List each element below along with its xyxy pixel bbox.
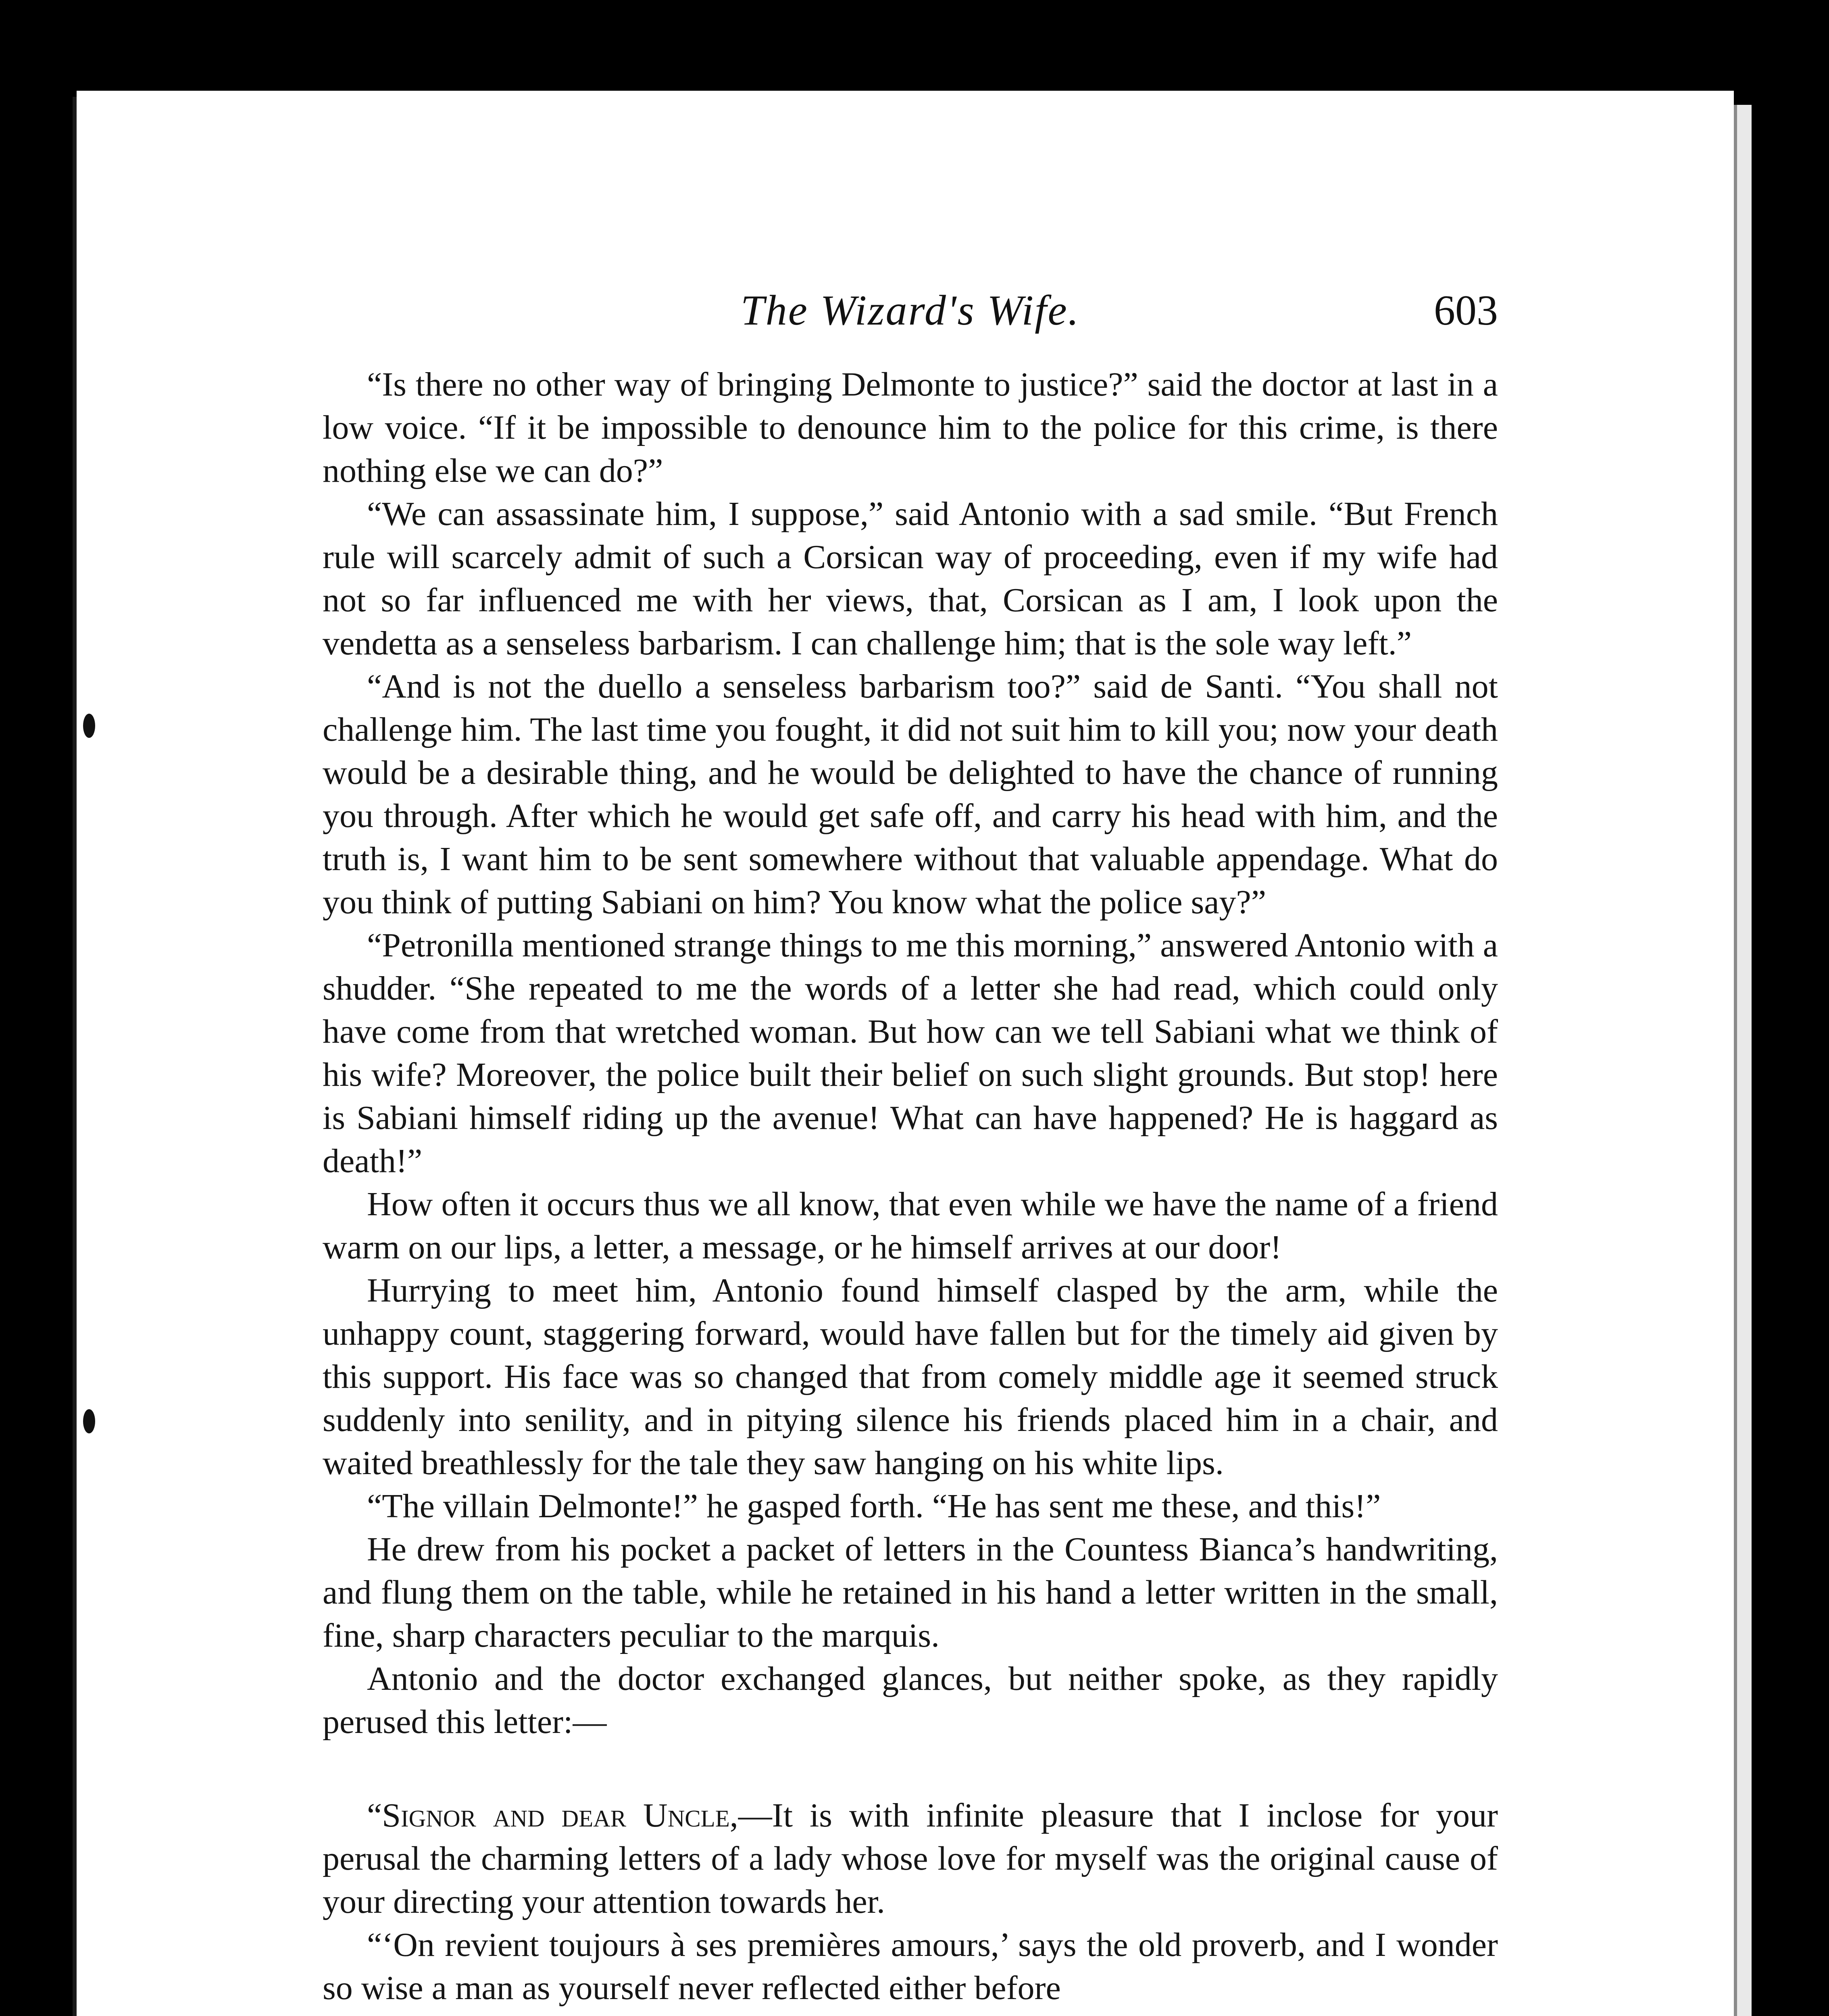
paragraph: “Is there no other way of bringing Delmonte to justice?” said the doctor at last in a low voice. “If it be impossible to denounce him to the police for this crime, is there nothing else we can do?” [323,366,1498,489]
paragraph: Antonio and the doctor exchanged glances, but neither spoke, as they rapidly perused this letter:— [323,1660,1498,1741]
section-gap [323,1743,1498,1794]
paragraph: He drew from his pocket a packet of letters in the Countess Bianca’s handwriting, and flung them on the table, while he retained in his hand a letter written in the small, fine, sharp characters peculiar to the marquis. [323,1531,1498,1654]
page-header [323,282,1498,339]
running-title: The Wizard's Wife. [740,287,1080,334]
paragraph: “The villain Delmonte!” he gasped forth. “He has sent me these, and this!” [367,1487,1381,1525]
binding-thread-mark [83,714,95,738]
letter-paragraph [323,1794,1498,1923]
paragraph: Hurrying to meet him, Antonio found himself clasped by the arm, while the unhappy count, staggering forward, would have fallen but for the timely aid given by this support. His face was so changed that from comely middle age it seemed struck suddenly into senility, and in pitying silence his friends placed him in a chair, and waited breathlessly for the tale they saw hanging on his white lips. [323,1272,1498,1482]
page-body [323,363,1498,2010]
page-number: 603 [1434,287,1498,334]
paragraph: “Petronilla mentioned strange things to me this morning,” answered Antonio with a shudder. “She repeated to me the words of a letter she had read, which could only have come from that wretched woman. But how can we tell Sabiani what we think of his wife? Moreover, the police built their belief on such slight grounds. But stop! here is Sabiani himself riding up the avenue! What can have happened? He is haggard as death!” [323,927,1498,1180]
letter-salutation: “Signor and dear Uncle, [367,1797,738,1834]
binding-thread-mark [83,1409,95,1433]
paragraph: How often it occurs thus we all know, that even while we have the name of a friend warm on our lips, a letter, a message, or he himself arrives at our door! [323,1185,1498,1266]
paragraph: “And is not the duello a senseless barbarism too?” said de Santi. “You shall not challenge him. The last time you fought, it did not suit him to kill you; now your death would be a desirable thing, and he would be delighted to have the chance of running you through. After which he would get safe off, and carry his head with him, and the truth is, I want him to be sent somewhere without that valuable appendage. What do you think of putting Sabiani on him? You know what the police say?” [323,668,1498,921]
letter-text: —It is with infinite pleasure that I inclose for your perusal the charming letters of a lady whose love for myself was the original cause of your directing your attention towards her. [323,1797,1498,1920]
letter-paragraph: “‘On revient toujours à ses premières amours,’ says the old proverb, and I wonder so wise a man as yourself never reflected either before [323,1926,1498,2007]
page-edge-shadow [1734,105,1752,2016]
paragraph: “We can assassinate him, I suppose,” said Antonio with a sad smile. “But French rule will scarcely admit of such a Corsican way of proceeding, even if my wife had not so far influenced me with her views, that, Corsican as I am, I look upon the vendetta as a senseless barbarism. I can challenge him; that is the sole way left.” [323,495,1498,662]
